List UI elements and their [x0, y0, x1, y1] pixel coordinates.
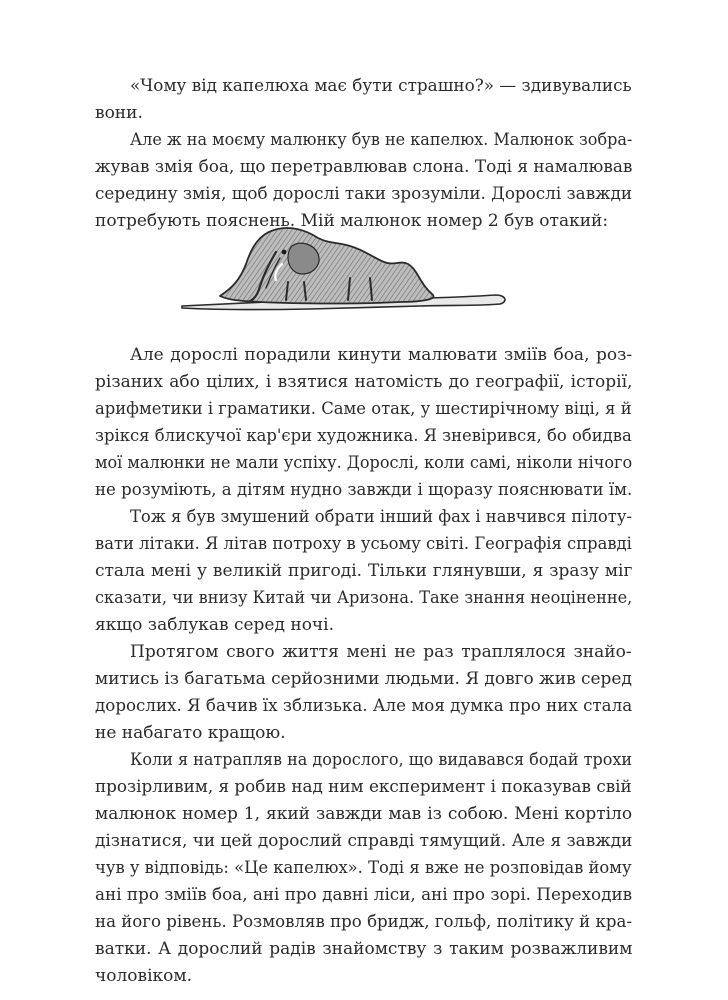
text-line: вати літаки. Я літав потроху в усьому світі. Географія справді	[95, 534, 632, 554]
text-line: митись із багатьма серйозними людьми. Я довго жив серед	[95, 669, 632, 689]
text-line: стала мені у великій пригоді. Тільки глянувши, я зразу міг	[95, 561, 633, 581]
text-line: жував змія боа, що перетравлював слона. Тоді я намалював	[95, 157, 633, 177]
text-line: чоловіком.	[95, 966, 193, 986]
text-line: не набагато кращою.	[95, 723, 286, 743]
text-line: чув у відповідь: «Це капелюх». Тоді я вже не розповідав йому	[95, 858, 632, 878]
text-line: дорослих. Я бачив їх зблизька. Але моя думка про них стала	[95, 696, 633, 716]
text-line: зрікся блискучої кар'єри художника. Я зневірився, бо обидва	[95, 426, 632, 446]
text-line: ватки. А дорослий радів знайомству з таким розважливим	[95, 939, 633, 959]
text-line: мої малюнки не мали успіху. Дорослі, коли самі, ніколи нічого	[95, 453, 633, 473]
text-line: арифметики і граматики. Саме отак, у шестирічному віці, я й	[95, 399, 632, 419]
text-line: вони.	[95, 103, 143, 123]
text-line: Але дорослі порадили кинути малювати змiїв боа, роз-	[130, 345, 633, 365]
text-line: середину змія, щоб дорослі таки зрозуміли. Дорослі завжди	[95, 184, 633, 204]
text-line: ані про змiїв боа, ані про давні ліси, ані про зорі. Переходив	[95, 885, 633, 905]
text-line: прозірливим, я робив над ним експеримент і показував свій	[95, 777, 632, 797]
text-line: різаних або цілих, і взятися натомість до географії, історії,	[95, 372, 633, 392]
text-line: Коли я натрапляв на дорослого, що видавався бодай трохи	[130, 750, 633, 770]
text-line: дізнатися, чи цей дорослий справді тямущий. Але я завжди	[95, 831, 633, 851]
text-line: Протягом свого життя мені не раз траплялося знайо-	[130, 642, 632, 662]
text-line: «Чому від капелюха має бути страшно?» — здивувались	[130, 76, 632, 96]
text-line: на його рівень. Розмовляв про бридж, гольф, політику й кра-	[95, 912, 633, 932]
text-line: малюнок номер 1, який завжди мав із собою. Мені кортіло	[95, 804, 633, 824]
text-line: не розуміють, а дітям нудно завжди і щоразу пояснювати їм.	[95, 480, 633, 500]
text-line: Тож я був змушений обрати інший фах і навчився пілоту-	[130, 507, 633, 527]
text-line: Але ж на моєму малюнку був не капелюх. Малюнок зобра-	[130, 130, 633, 150]
text-line: якщо заблукав серед ночі.	[95, 615, 335, 635]
text-line: сказати, чи внизу Китай чи Аризона. Таке знання неоціненне,	[95, 588, 633, 608]
boa-eating-elephant-drawing	[180, 222, 510, 318]
text-line: потребують пояснень. Мій малюнок номер 2 був отакий:	[95, 211, 609, 231]
